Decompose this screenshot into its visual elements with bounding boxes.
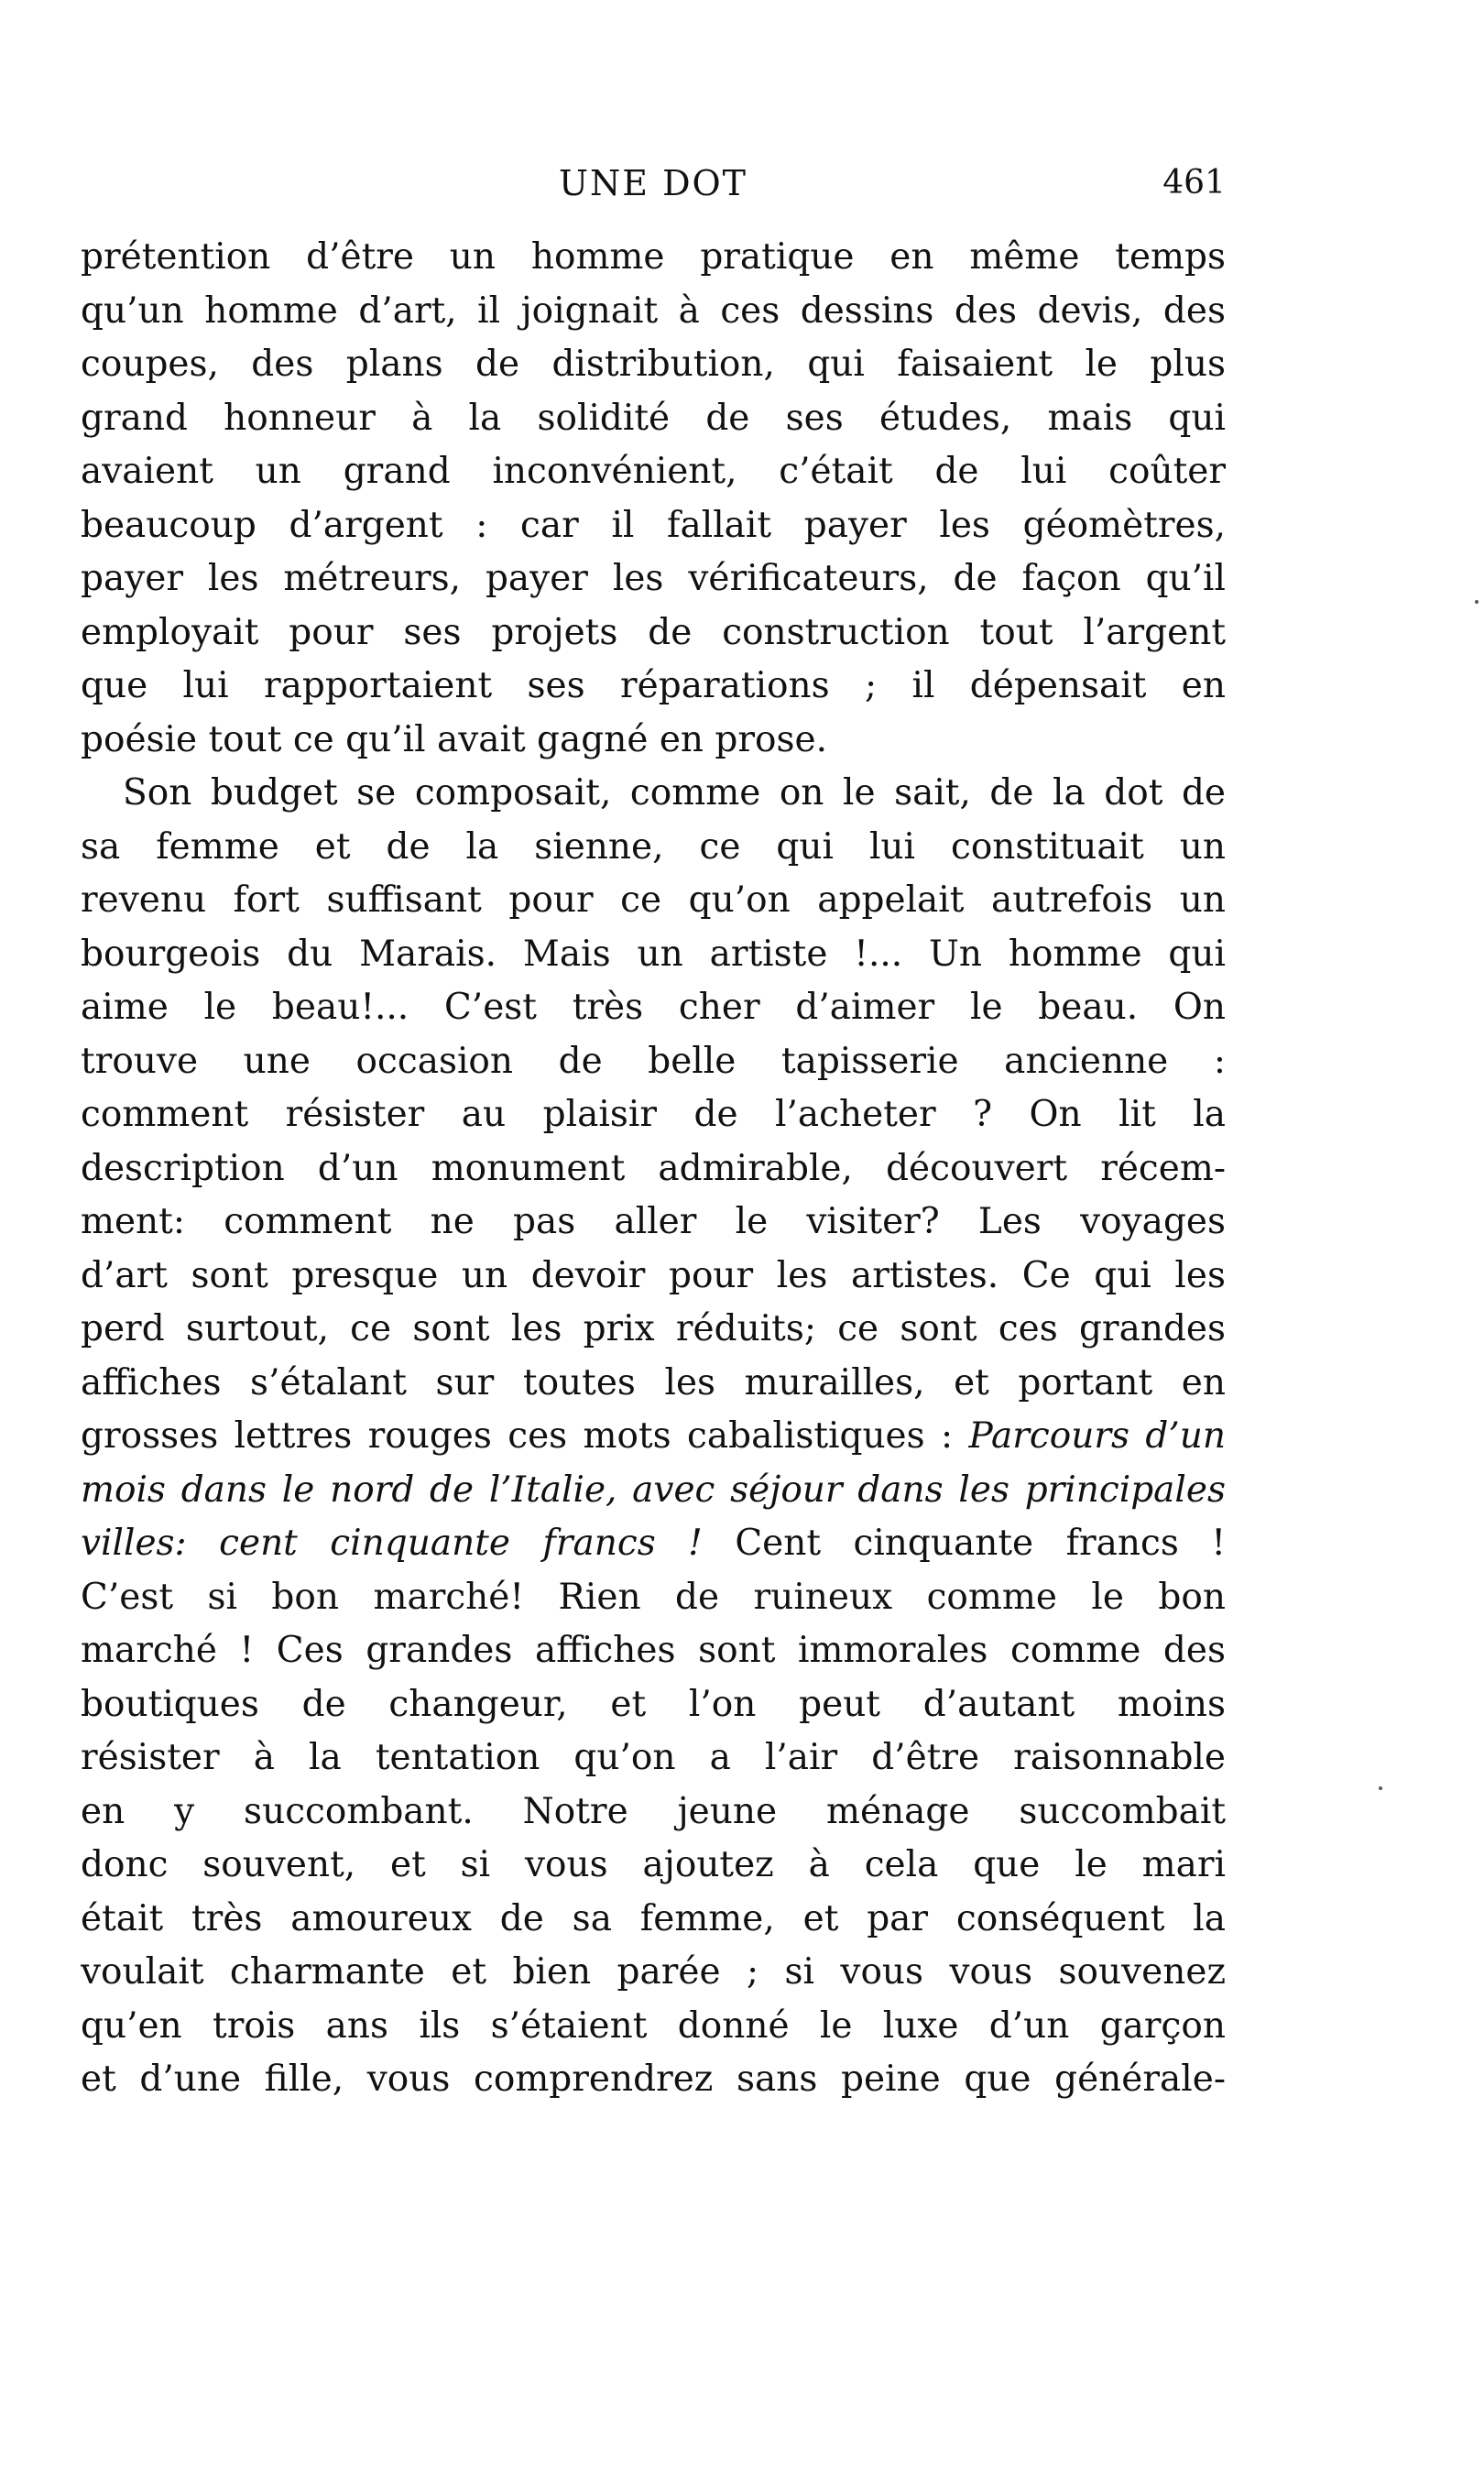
text-line: poésie tout ce qu’il avait gagné en prose. [81, 718, 828, 760]
text-line: en y succombant. Notre jeune ménage succombait [81, 1790, 1226, 1832]
text-line: résister à la tentation qu’on a l’air d’être raisonnable [81, 1737, 1226, 1778]
text-segment: grosses lettres rouges ces mots cabalistiques : [81, 1415, 954, 1457]
text-line: payer les métreurs, payer les vérificateurs, de façon qu’il [81, 558, 1226, 599]
text-line: aime le beau!... C’est très cher d’aimer le beau. On [81, 987, 1226, 1028]
text-line: perd surtout, ce sont les prix réduits; ce sont ces grandes [81, 1308, 1226, 1349]
text-line-mixed [81, 1410, 1226, 1464]
text-line: affiches s’étalant sur toutes les murailles, et portant en [81, 1361, 1226, 1403]
text-line: coupes, des plans de distribution, qui faisaient le plus [81, 344, 1226, 385]
paper-speck [1475, 600, 1479, 604]
paper-speck [1379, 1786, 1382, 1790]
text-line: était très amoureux de sa femme, et par conséquent la [81, 1897, 1226, 1939]
running-title: UNE DOT [558, 163, 748, 203]
running-head [81, 156, 1226, 211]
text-line: employait pour ses projets de construction tout l’argent [81, 611, 1226, 653]
text-line: ment: comment ne pas aller le visiter? Les voyages [81, 1201, 1226, 1242]
text-line: voulait charmante et bien parée ; si vous vous souvenez [81, 1951, 1226, 1993]
text-line: revenu fort suffisant pour ce qu’on appelait autrefois un [81, 879, 1226, 921]
text-line: C’est si bon marché! Rien de ruineux comme le bon [81, 1576, 1226, 1618]
italic-segment: Parcours d’un [968, 1415, 1226, 1457]
text-line: trouve une occasion de belle tapisserie ancienne : [81, 1040, 1226, 1082]
text-segment: Cent cinquante francs ! [735, 1523, 1226, 1564]
text-line: d’art sont presque un devoir pour les artistes. Ce qui les [81, 1254, 1226, 1296]
text-line: comment résister au plaisir de l’acheter ? On lit la [81, 1094, 1226, 1135]
text-line: bourgeois du Marais. Mais un artiste !... Un homme qui [81, 933, 1226, 975]
italic-line: mois dans le nord de l’Italie, avec séjour dans les principales [81, 1469, 1226, 1511]
text-line: qu’un homme d’art, il joignait à ces dessins des devis, des [81, 289, 1226, 332]
text-line: grand honneur à la solidité de ses études, mais qui [81, 397, 1226, 439]
text-line: description d’un monument admirable, découvert récem- [81, 1147, 1226, 1189]
text-line: marché ! Ces grandes affiches sont immorales comme des [81, 1630, 1226, 1671]
text-line: donc souvent, et si vous ajoutez à cela que le mari [81, 1844, 1226, 1885]
text-line: beaucoup d’argent : car il fallait payer les géomètres, [81, 504, 1226, 546]
text-line: et d’une fille, vous comprendrez sans peine que générale- [81, 2059, 1226, 2100]
italic-segment: villes: cent cinquante francs ! [81, 1523, 703, 1564]
text-line: qu’en trois ans ils s’étaient donné le luxe d’un garçon [81, 2004, 1226, 2047]
body-text [81, 231, 1226, 2107]
paragraph-start: Son budget se composait, comme on le sait, de la dot de [123, 772, 1226, 814]
text-line: que lui rapportaient ses réparations ; il dépensait en [81, 665, 1226, 706]
text-line: prétention d’être un homme pratique en même temps [81, 236, 1226, 278]
text-line: avaient un grand inconvénient, c’était de lui coûter [81, 451, 1226, 492]
page-number: 461 [1162, 164, 1226, 202]
text-line-mixed [81, 1517, 1226, 1571]
text-line: boutiques de changeur, et l’on peut d’autant moins [81, 1683, 1226, 1725]
text-line: sa femme et de la sienne, ce qui lui constituait un [81, 825, 1226, 868]
